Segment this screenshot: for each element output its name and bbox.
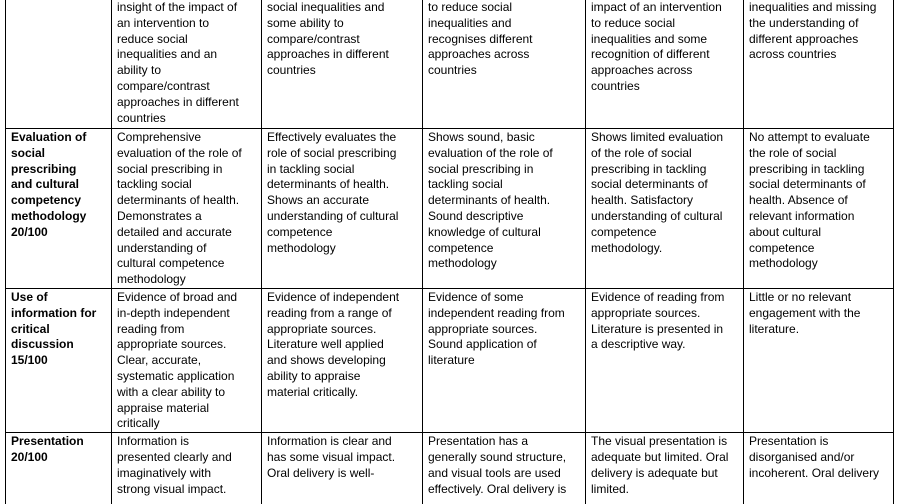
grade-cell-band-4: Shows limited evaluation of the role of social prescribing in tackling social determinants of health. Satisfactory understanding of cultural competence methodology. bbox=[586, 129, 744, 289]
grade-cell-band-3: to reduce social inequalities and recognises different approaches across countries bbox=[423, 0, 586, 129]
criterion-cell bbox=[6, 0, 112, 129]
grade-cell-band-1: Comprehensive evaluation of the role of social prescribing in tackling social determinants of health. Demonstrates a detailed and accurate understanding of cultural competence methodology bbox=[112, 129, 262, 289]
grade-cell-band-4: impact of an intervention to reduce social inequalities and some recognition of different approaches across countries bbox=[586, 0, 744, 129]
grade-cell-band-3: Presentation has a generally sound structure, and visual tools are used effectively. Oral delivery is bbox=[423, 433, 586, 504]
grade-cell-band-3: Shows sound, basic evaluation of the role of social prescribing in tackling social determinants of health. Sound descriptive knowledge of cultural competence methodology bbox=[423, 129, 586, 289]
grade-cell-band-5: Presentation is disorganised and/or incoherent. Oral delivery bbox=[744, 433, 894, 504]
rubric-row-use-of-information bbox=[6, 288, 894, 432]
criterion-cell: Presentation 20/100 bbox=[6, 433, 112, 504]
grade-cell-band-5: No attempt to evaluate the role of social prescribing in tackling social determinants of health. Absence of relevant information about cultural competence methodology bbox=[744, 129, 894, 289]
grade-cell-band-1: Evidence of broad and in-depth independent reading from appropriate sources. Clear, accurate, systematic application with a clear ability to appraise material critically bbox=[112, 288, 262, 432]
grade-cell-band-2: Effectively evaluates the role of social prescribing in tackling social determinants of health. Shows an accurate understanding of cultural competence methodology bbox=[262, 129, 423, 289]
rubric-row-intervention bbox=[6, 0, 894, 129]
rubric-row-evaluation bbox=[6, 129, 894, 289]
grade-cell-band-5: inequalities and missing the understanding of different approaches across countries bbox=[744, 0, 894, 129]
grade-cell-band-5: Little or no relevant engagement with the literature. bbox=[744, 288, 894, 432]
grade-cell-band-2: Evidence of independent reading from a range of appropriate sources. Literature well applied and shows developing ability to appraise material critically. bbox=[262, 288, 423, 432]
grade-cell-band-2: social inequalities and some ability to compare/contrast approaches in different countries bbox=[262, 0, 423, 129]
grade-cell-band-4: The visual presentation is adequate but limited. Oral delivery is adequate but limited. bbox=[586, 433, 744, 504]
grade-cell-band-3: Evidence of some independent reading from appropriate sources. Sound application of literature bbox=[423, 288, 586, 432]
grade-cell-band-2: Information is clear and has some visual impact. Oral delivery is well- bbox=[262, 433, 423, 504]
criterion-cell: Evaluation of social prescribing and cultural competency methodology 20/100 bbox=[6, 129, 112, 289]
grade-cell-band-1: insight of the impact of an intervention to reduce social inequalities and an ability to compare/contrast approaches in different countries bbox=[112, 0, 262, 129]
grade-cell-band-1: Information is presented clearly and imaginatively with strong visual impact. bbox=[112, 433, 262, 504]
rubric-table bbox=[5, 0, 894, 504]
criterion-cell: Use of information for critical discussion 15/100 bbox=[6, 288, 112, 432]
grade-cell-band-4: Evidence of reading from appropriate sources. Literature is presented in a descriptive way. bbox=[586, 288, 744, 432]
rubric-row-presentation bbox=[6, 433, 894, 504]
